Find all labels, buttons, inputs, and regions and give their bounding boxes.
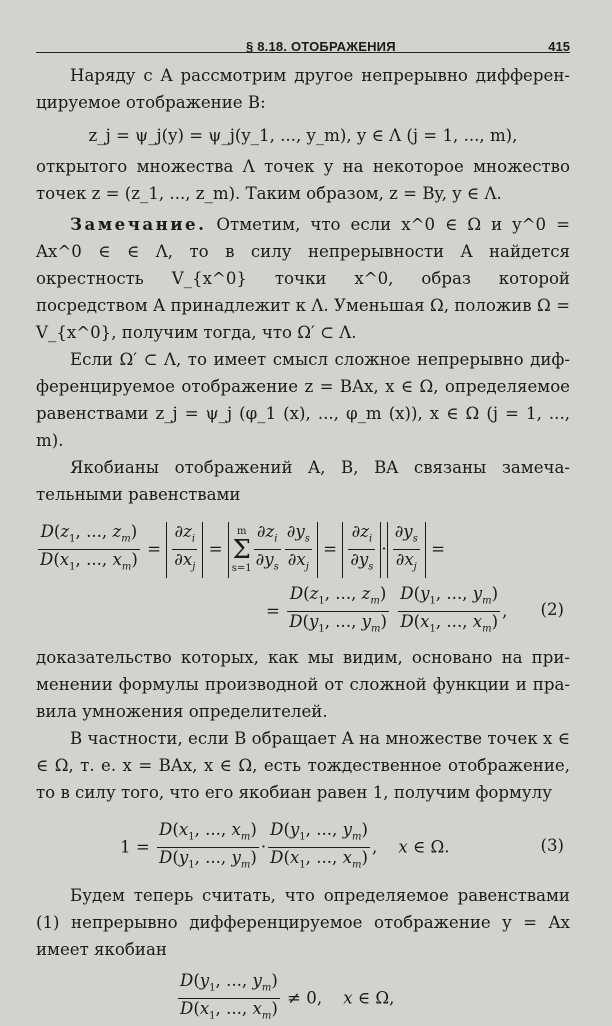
det-dz-dx: $\frac{\partial z_i}{\partial x_j}$ — [166, 522, 203, 578]
paragraph-8: Будем теперь считать, что определяемое равенствами (1) непрерывно дифференцируемое отображение y = Ax имеет якобиан — [36, 885, 570, 959]
paragraph-7: В частности, если B обращает A на множестве точек x ∈ ∈ Ω, т. е. x = BAx, x ∈ Ω, есть тождественное отображение, то в силу того, что его якобиан равен 1, получим формулу — [36, 728, 570, 802]
equation-2-number: (2) — [540, 599, 564, 619]
paragraph-4: Если Ω′ ⊂ Λ, то имеет смысл сложное непрерывно диф-ференцируемое отображение z = BAx, x ∈ Ω, определяемое равенствами z_j = ψ_j (φ_1 (x), ..., φ_m (x)), x ∈ Ω (j = 1, ..., m). — [36, 350, 570, 450]
remark-label: Замечание. — [70, 214, 207, 234]
frac-dz-dx: $\frac{D(z_1, ..., z_m)}{D(x_1, ..., x_m)}$ — [40, 522, 138, 573]
paragraph-2: открытого множества Λ точек y на некоторое множество точек z = (z_1, ..., z_m). Таким образом, z = By, y ∈ Λ. — [36, 157, 570, 203]
paragraph-5: Якобианы отображений A, B, BA связаны замеча-тельными равенствами — [36, 458, 570, 504]
running-header — [36, 30, 570, 53]
det-dz-dy: $\frac{\partial z_i}{\partial y_s}$ — [342, 522, 381, 578]
equation-3-number: (3) — [540, 835, 564, 855]
jacobian-chain-equation: $\frac{D(z_1, ..., z_m)}{D(x_1, ..., x_m)}$ = $\frac{\partial z_i}{\partial x_j}$ = m Σ s=1 $\frac{\partial z_i}{\partial y_s}$ $\frac{\partial y_s}{\partial x_j}$ = $\frac{\partial z_i}{\partial y_s}$ · $\frac{\partial y_s}{\partial x_j}$ = — [36, 522, 570, 578]
page-body — [36, 62, 570, 1026]
page-number: 415 — [548, 39, 570, 54]
remark-text: Отметим, что если x^0 ∈ Ω и y^0 = Ax^0 ∈ ∈ Λ, то в силу непрерывности A найдется окрестность V_{x^0} точки x^0, образ которой посредством A принадлежит к Λ. Уменьшая Ω, положив Ω = V_{x^0}, получим тогда, что Ω′ ⊂ Λ. — [36, 215, 570, 342]
det-dy-dx: $\frac{\partial y_s}{\partial x_j}$ — [387, 522, 426, 578]
paragraph-6: доказательство которых, как мы видим, основано на при-менении формулы производной от сложной функции и пра-вила умножения определителей. — [36, 647, 570, 721]
equation-2: = $\frac{D(z_1, ..., z_m)}{D(y_1, ..., y_m)}$ $\frac{D(y_1, ..., y_m)}{D(x_1, ..., x_m)}$ , (2) — [266, 583, 564, 635]
paragraph-1: Наряду с A рассмотрим другое непрерывно дифферен-цируемое отображение B: — [36, 66, 570, 112]
paragraph-3 — [36, 211, 570, 346]
equation-zj: z_j = ψ_j(y) = ψ_j(y_1, ..., y_m), y ∈ Λ (j = 1, ..., m), — [88, 126, 518, 145]
jacobian-nonzero-equation: $\frac{D(y_1, ..., y_m)}{D(x_1, ..., x_m)}$ ≠ 0, x ∈ Ω, — [180, 970, 395, 1022]
det-sum: m Σ s=1 $\frac{\partial z_i}{\partial y_s}$ $\frac{\partial y_s}{\partial x_j}$ — [228, 522, 318, 578]
equation-3: 1 = $\frac{D(x_1, ..., x_m)}{D(y_1, ..., y_m)}$ · $\frac{D(y_1, ..., y_m)}{D(x_1, ..., x_m)}$ , x ∈ Ω. (3) — [120, 819, 564, 871]
section-title: § 8.18. ОТОБРАЖЕНИЯ — [246, 39, 396, 54]
